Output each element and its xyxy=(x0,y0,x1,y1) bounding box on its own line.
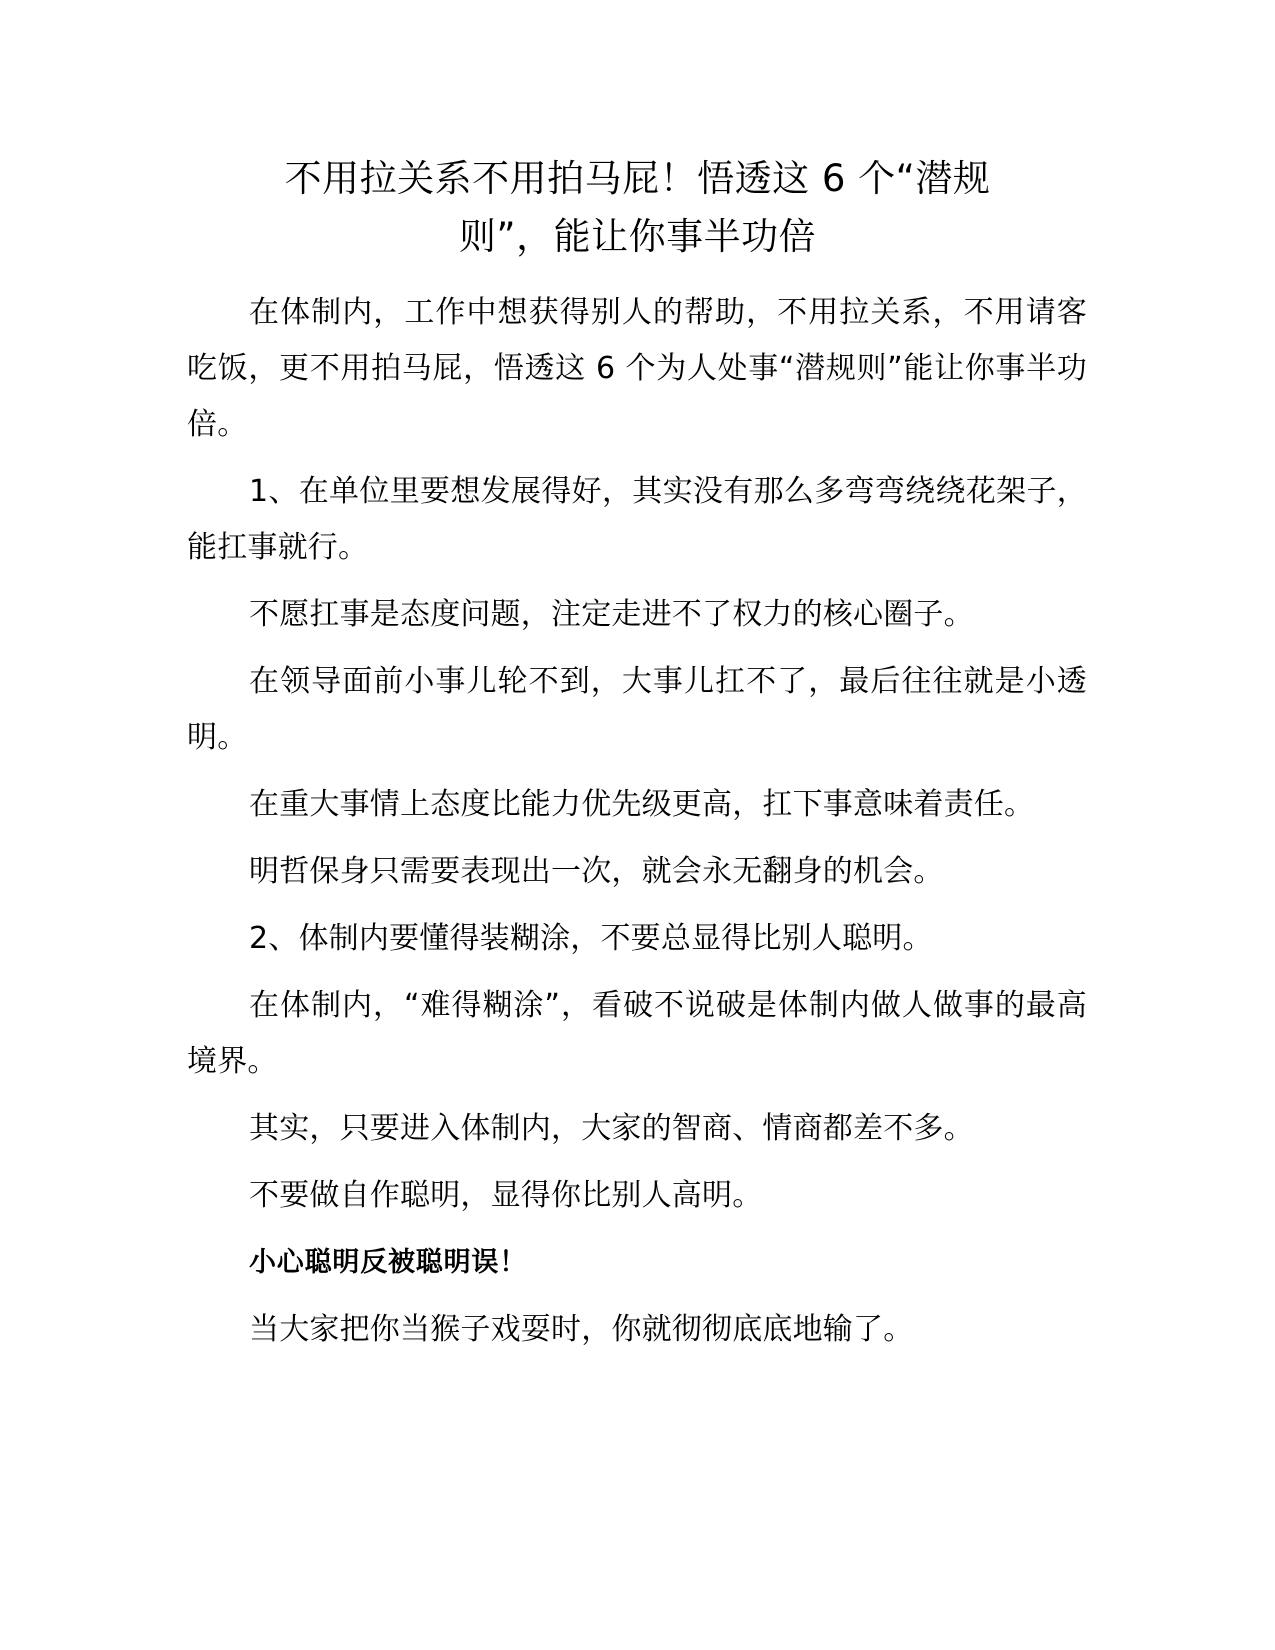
paragraph: 不愿扛事是态度问题，注定走进不了权力的核心圈子。 xyxy=(249,597,974,632)
paragraph: 在领导面前小事儿轮不到，大事儿扛不了，最后往往就是小透明。 xyxy=(187,664,1087,755)
paragraph: 在体制内，“难得糊涂”，看破不说破是体制内做人做事的最高境界。 xyxy=(187,988,1087,1079)
title-line-1: 不用拉关系不用拍马屁！悟透这 6 个“潜规 xyxy=(284,157,991,200)
title-line-2: 则”，能让你事半功倍 xyxy=(458,215,817,258)
paragraph-point-1: 1、在单位里要想发展得好，其实没有那么多弯弯绕绕花架子，能扛事就行。 xyxy=(187,474,1087,565)
paragraph: 当大家把你当猴子戏耍时，你就彻彻底底地输了。 xyxy=(249,1312,914,1347)
paragraph-intro: 在体制内，工作中想获得别人的帮助，不用拉关系，不用请客吃饭，更不用拍马屁，悟透这 6 个为人处事“潜规则”能让你事半功倍。 xyxy=(187,295,1087,442)
paragraph-emphasis: 小心聪明反被聪明误！ xyxy=(249,1247,527,1278)
paragraph: 在重大事情上态度比能力优先级更高，扛下事意味着责任。 xyxy=(249,787,1035,822)
document-title xyxy=(180,150,1095,266)
paragraph: 其实，只要进入体制内，大家的智商、情商都差不多。 xyxy=(249,1111,974,1146)
paragraph-point-2: 2、体制内要懂得装糊涂，不要总显得比别人聪明。 xyxy=(249,921,933,956)
document-body xyxy=(187,285,1087,1369)
paragraph: 不要做自作聪明，显得你比别人高明。 xyxy=(249,1178,763,1213)
paragraph: 明哲保身只需要表现出一次，就会永无翻身的机会。 xyxy=(249,854,944,889)
